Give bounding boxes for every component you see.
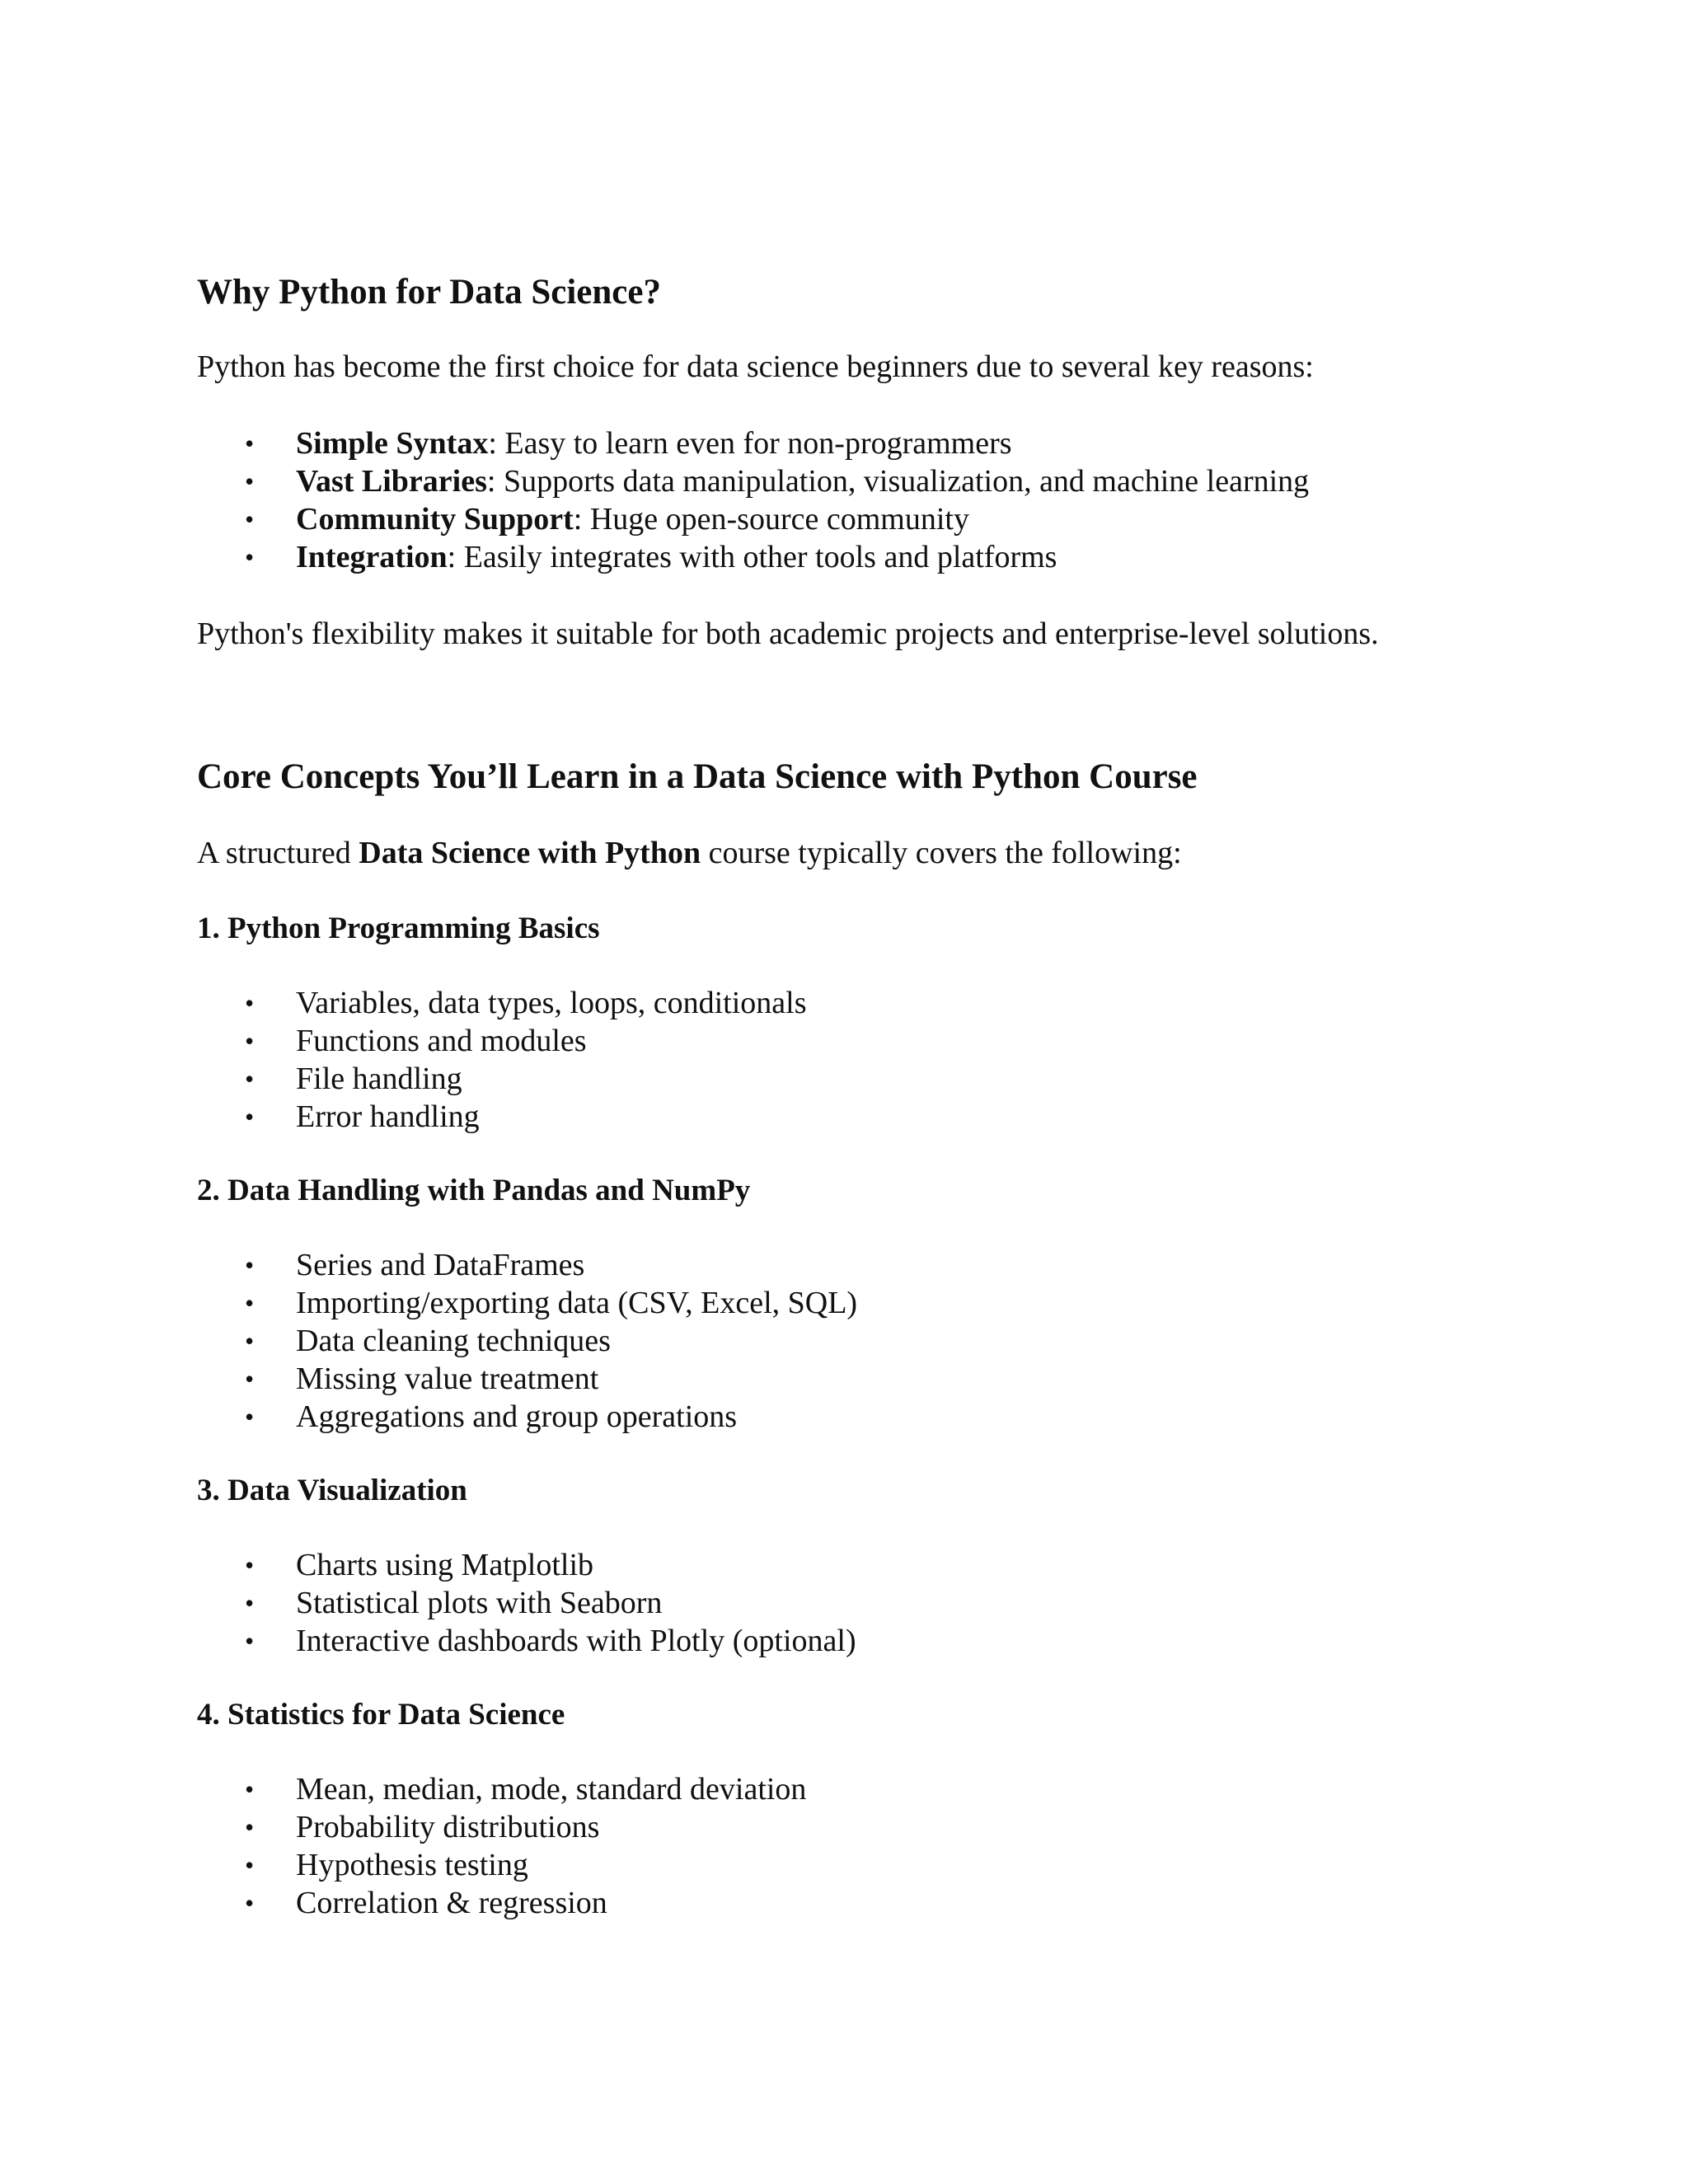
list-item [245, 984, 1532, 1022]
bullet-icon: • [245, 988, 255, 1018]
bullet-icon: • [245, 1026, 255, 1056]
list-item-term: Integration [296, 540, 448, 574]
list-item [245, 1770, 1532, 1808]
list-item-text: Charts using Matplotlib [296, 1548, 593, 1582]
list-item-text: Correlation & regression [296, 1886, 607, 1920]
intro-text-start: A structured [197, 836, 359, 870]
list-item [245, 424, 1532, 462]
list-item [245, 1098, 1532, 1136]
list-item-text: Error handling [296, 1099, 480, 1134]
list-item-text: Data cleaning techniques [296, 1324, 611, 1358]
list-item-text: Statistical plots with Seaborn [296, 1586, 663, 1620]
document-body [197, 269, 1532, 1922]
bullet-icon: • [245, 1402, 255, 1432]
list-item [245, 1584, 1532, 1622]
section-heading-why-python: Why Python for Data Science? [197, 273, 661, 312]
subsection-heading: 3. Data Visualization [197, 1474, 467, 1507]
section-closing-paragraph: Python's flexibility makes it suitable for both academic projects and enterprise-level solutions. [197, 616, 1379, 651]
list-item-term: Community Support [296, 502, 574, 537]
section-intro-paragraph [197, 832, 1532, 874]
list-item-description: : Supports data manipulation, visualization, and machine learning [486, 464, 1310, 499]
bullet-icon: • [245, 1064, 255, 1094]
bullet-icon: • [245, 466, 255, 496]
list-item-text: Hypothesis testing [296, 1848, 528, 1882]
bullet-icon: • [245, 1288, 255, 1318]
list-item [245, 1022, 1532, 1060]
section-heading-core-concepts: Core Concepts You’ll Learn in a Data Science with Python Course [197, 757, 1198, 796]
bullet-icon: • [245, 1888, 255, 1918]
intro-text-emphasis: Data Science with Python [359, 836, 701, 870]
list-item-term: Simple Syntax [296, 426, 489, 461]
list-item-description: : Huge open-source community [573, 502, 969, 537]
topic-list [197, 984, 1532, 1136]
bullet-icon: • [245, 1550, 255, 1580]
list-item [245, 500, 1532, 538]
list-item [245, 1846, 1532, 1884]
subsection-heading: 4. Statistics for Data Science [197, 1698, 565, 1732]
list-item [245, 1546, 1532, 1584]
list-item-description: : Easy to learn even for non-programmers [488, 426, 1012, 461]
list-item-text: Missing value treatment [296, 1361, 599, 1396]
list-item [245, 462, 1532, 500]
bullet-icon: • [245, 1102, 255, 1132]
subsection-heading: 1. Python Programming Basics [197, 912, 600, 945]
section-intro-paragraph: Python has become the first choice for data science beginners due to several key reasons: [197, 349, 1314, 384]
list-item [245, 1398, 1532, 1436]
list-item-text: Series and DataFrames [296, 1248, 585, 1282]
list-item-text: Functions and modules [296, 1024, 587, 1058]
topic-list [197, 1770, 1532, 1922]
bullet-icon: • [245, 1326, 255, 1356]
list-item [245, 1284, 1532, 1322]
list-item-text: Probability distributions [296, 1810, 600, 1844]
list-item [245, 1808, 1532, 1846]
bullet-icon: • [245, 1812, 255, 1842]
list-item [245, 1884, 1532, 1922]
list-item [245, 1360, 1532, 1398]
list-item-description: : Easily integrates with other tools and platforms [447, 540, 1057, 574]
list-item-text: Interactive dashboards with Plotly (optional) [296, 1624, 856, 1658]
list-item-text: Importing/exporting data (CSV, Excel, SQL) [296, 1286, 858, 1320]
bullet-icon: • [245, 1364, 255, 1394]
list-item-text: File handling [296, 1062, 462, 1096]
bullet-icon: • [245, 542, 255, 572]
bullet-icon: • [245, 504, 255, 534]
bullet-icon: • [245, 1250, 255, 1280]
bullet-icon: • [245, 1774, 255, 1804]
intro-text-end: course typically covers the following: [701, 836, 1182, 870]
list-item-text: Variables, data types, loops, conditionals [296, 986, 807, 1020]
bullet-icon: • [245, 1850, 255, 1880]
list-item-term: Vast Libraries [296, 464, 487, 499]
list-item [245, 1246, 1532, 1284]
reasons-list [197, 424, 1532, 576]
bullet-icon: • [245, 1626, 255, 1656]
list-item [245, 1622, 1532, 1660]
subsection-heading: 2. Data Handling with Pandas and NumPy [197, 1174, 751, 1207]
bullet-icon: • [245, 1588, 255, 1618]
topic-list [197, 1246, 1532, 1436]
topic-list [197, 1546, 1532, 1660]
list-item [245, 538, 1532, 576]
list-item-text: Aggregations and group operations [296, 1399, 738, 1434]
bullet-icon: • [245, 429, 255, 458]
list-item [245, 1060, 1532, 1098]
list-item-text: Mean, median, mode, standard deviation [296, 1772, 807, 1807]
list-item [245, 1322, 1532, 1360]
